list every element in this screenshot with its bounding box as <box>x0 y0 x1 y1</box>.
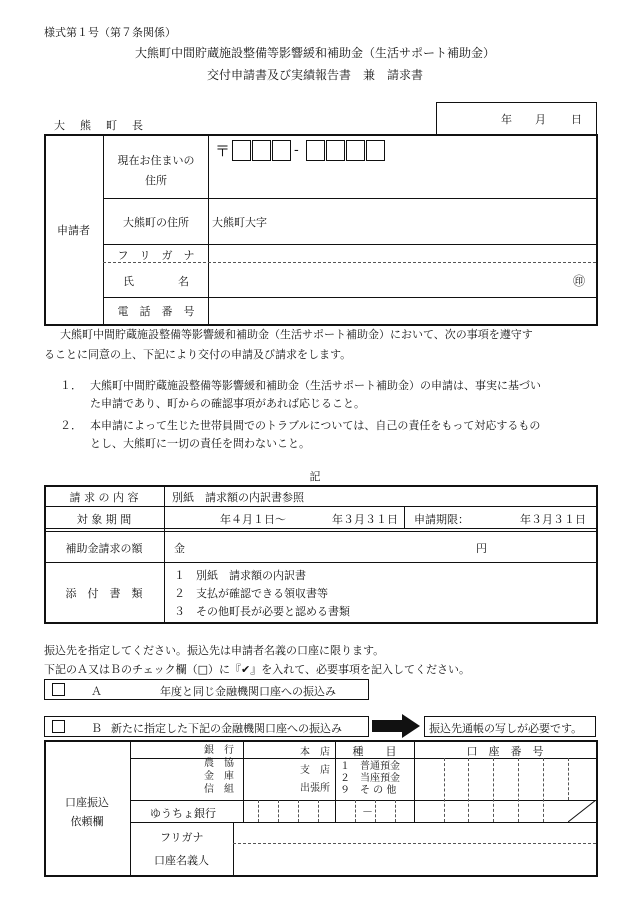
postal-digit-box[interactable] <box>232 140 251 161</box>
current-address-label-2: 住所 <box>145 174 167 187</box>
date-month: 月 <box>535 113 546 126</box>
passbook-note-box <box>424 716 596 737</box>
account-type-header: 種 目 <box>352 745 397 758</box>
slash-mark <box>568 800 596 822</box>
option-a-checkbox[interactable] <box>52 683 65 696</box>
transfer-instruction-1: 振込先を指定してください。振込先は申請者名義の口座に限ります。 <box>44 644 385 657</box>
bank-row-label-2: 依頼欄 <box>70 815 104 828</box>
term-line: 本申請によって生じた世帯員間でのトラブルについては、自己の責任をもって対応するもの <box>90 419 541 432</box>
phone-label: 電 話 番 号 <box>117 305 195 318</box>
bank-type-list <box>204 744 234 796</box>
amount-unit: 円 <box>476 542 487 555</box>
option-a-text: 年度と同じ金融機関口座への振込み <box>160 685 336 698</box>
amount-prefix: 金 <box>174 542 185 555</box>
option-b-text: 新たに指定した下記の金融機関口座への振込み <box>111 722 342 735</box>
option-b-checkbox[interactable] <box>52 720 65 733</box>
account-type[interactable]: １ 普通預金 <box>340 761 400 772</box>
date-day: 日 <box>571 113 582 126</box>
bank-type: 農 協 <box>204 758 234 769</box>
term-number: ２． <box>60 419 82 432</box>
postal-digit-box[interactable] <box>326 140 345 161</box>
option-b-letter: Ｂ <box>91 722 102 735</box>
addressee: 大 熊 町 長 <box>54 119 145 132</box>
form-number: 様式第１号（第７条関係） <box>44 26 176 39</box>
date-year: 年 <box>501 113 512 126</box>
declaration-line1: 大熊町中間貯蔵施設整備等影響緩和補助金（生活サポート補助金）において、次の事項を遵守す <box>60 328 533 341</box>
form-title-line2: 交付申請書及び実績報告書 兼 請求書 <box>206 68 423 82</box>
attachment-item: ３ その他町長が必要と認める書類 <box>174 605 350 618</box>
furigana-label: フ リ ガ ナ <box>117 249 195 262</box>
period-end: 年３月３１日 <box>332 513 398 526</box>
branch-type-list <box>300 744 330 798</box>
form-title-line1: 大熊町中間貯蔵施設整備等影響緩和補助金（生活サポート補助金） <box>134 46 495 60</box>
date-box <box>436 102 597 135</box>
name-label: 氏 名 <box>123 275 189 288</box>
bank-type: 銀 行 <box>204 745 234 756</box>
postal-mark: 〒 <box>215 142 231 160</box>
holder-name-input[interactable] <box>236 847 592 871</box>
current-address-input[interactable] <box>210 176 590 196</box>
declaration-line2: ることに同意の上、下記により交付の申請及び請求をします。 <box>44 348 352 361</box>
deadline-label: 申請期限： <box>414 513 469 526</box>
period-start: 年４月１日～ <box>220 513 286 526</box>
account-type[interactable]: ２ 当座預金 <box>340 773 400 784</box>
holder-furigana-label: フリガナ <box>160 831 204 844</box>
applicant-label: 申請者 <box>57 224 90 237</box>
content-label: 請 求 の 内 容 <box>69 491 139 504</box>
postal-digit-box[interactable] <box>366 140 385 161</box>
holder-furigana-input[interactable] <box>236 825 592 841</box>
phone-input[interactable] <box>210 300 590 320</box>
bank-type: 金 庫 <box>204 771 234 782</box>
passbook-note: 振込先通帳の写しが必要です。 <box>429 722 583 735</box>
content-value: 別紙 請求額の内訳書参照 <box>172 491 304 504</box>
transfer-instruction-2: 下記のＡ又はＢのチェック欄（□）に『✔』を入れて、必要事項を記入してください。 <box>44 663 471 676</box>
bank-type: 信 組 <box>204 784 234 795</box>
postal-digit-box[interactable] <box>272 140 291 161</box>
attachment-item: ２ 支払が確認できる領収書等 <box>174 587 328 600</box>
amount-input[interactable] <box>190 534 470 558</box>
account-type-list <box>340 761 400 797</box>
yucho-label: ゆうちょ銀行 <box>150 807 216 820</box>
postal-digit-box[interactable] <box>252 140 271 161</box>
option-a-letter: Ａ <box>91 685 102 698</box>
term-line: とし、大熊町に一切の責任を問わないこと。 <box>90 437 310 450</box>
seal-mark: ㊞ <box>573 274 586 288</box>
note-heading: 記 <box>309 470 321 483</box>
furigana-input[interactable] <box>210 246 590 260</box>
branch-type: 出張所 <box>300 783 330 794</box>
account-number-header: 口 座 番 号 <box>466 745 544 758</box>
period-label: 対 象 期 間 <box>76 513 132 526</box>
attachment-item: １ 別紙 請求額の内訳書 <box>174 569 306 582</box>
term-line: た申請であり、町からの確認事項があれば応じること。 <box>90 397 365 410</box>
term-line: 大熊町中間貯蔵施設整備等影響緩和補助金（生活サポート補助金）の申請は、事実に基づい <box>90 379 541 392</box>
name-input[interactable] <box>210 266 570 294</box>
term-number: １． <box>60 379 82 392</box>
yucho-dash: － <box>362 805 373 818</box>
branch-type: 本 店 <box>300 747 330 758</box>
postal-digit-box[interactable] <box>346 140 365 161</box>
option-b-row <box>44 716 369 737</box>
amount-label: 補助金請求の額 <box>65 542 143 555</box>
deadline-value: 年３月３１日 <box>520 513 586 526</box>
postal-digit-box[interactable] <box>306 140 325 161</box>
bank-row-label-1: 口座振込 <box>65 796 109 809</box>
option-a-row <box>44 679 369 700</box>
postal-dash: - <box>294 142 299 158</box>
okuma-address-label: 大熊町の住所 <box>123 216 189 229</box>
okuma-address-value[interactable]: 大熊町大字 <box>212 216 267 229</box>
attach-label: 添 付 書 類 <box>65 587 143 600</box>
holder-name-label: 口座名義人 <box>154 854 209 867</box>
arrow-right-icon <box>372 713 422 739</box>
branch-type: 支 店 <box>300 765 330 776</box>
account-type[interactable]: ９ そ の 他 <box>340 785 397 796</box>
current-address-label: 現在お住まいの <box>117 154 195 167</box>
